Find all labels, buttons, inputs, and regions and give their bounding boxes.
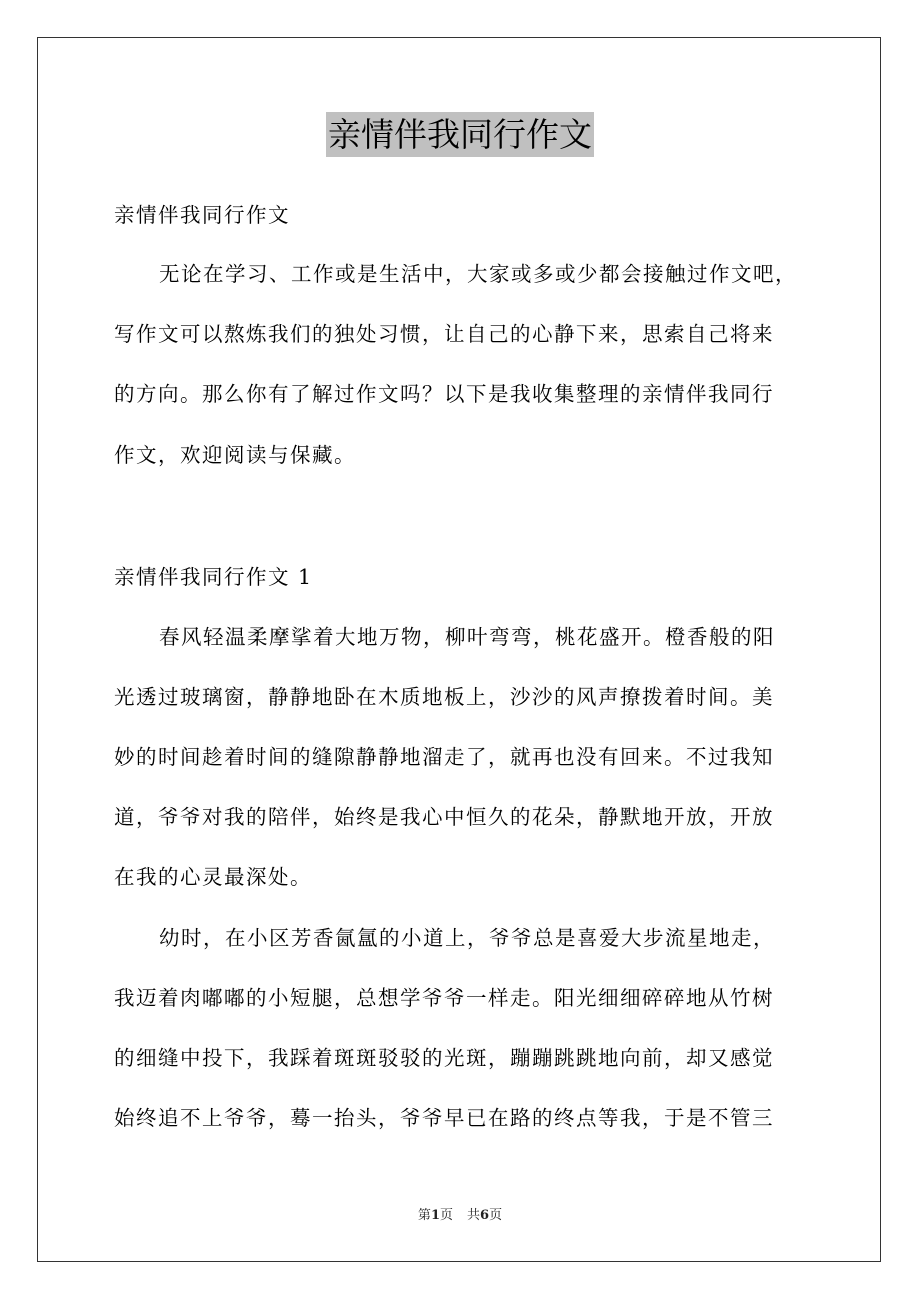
paragraph2-line: 幼时，在小区芳香氤氲的小道上，爷爷总是喜爱大步流星地走， [159,926,775,950]
intro-line: 的方向。那么你有了解过作文吗？以下是我收集整理的亲情伴我同行 [114,382,774,406]
section-heading: 亲情伴我同行作文 1 [114,565,313,589]
paragraph2-line: 始终追不上爷爷，蓦一抬头，爷爷早已在路的终点等我，于是不管三 [114,1106,774,1130]
intro-line: 写作文可以熬炼我们的独处习惯，让自己的心静下来，思索自己将来 [114,322,774,346]
page-suffix: 页 [439,1208,453,1223]
paragraph1-line: 道，爷爷对我的陪伴，始终是我心中恒久的花朵，静默地开放，开放 [114,805,774,829]
document-title: 亲情伴我同行作文 [326,112,594,157]
page-prefix: 第 [417,1208,431,1223]
intro-line: 作文，欢迎阅读与保藏。 [114,443,356,467]
paragraph1-line: 妙的时间趁着时间的缝隙静静地溜走了，就再也没有回来。不过我知 [114,745,774,769]
paragraph1-line: 在我的心灵最深处。 [114,865,312,889]
paragraph2-line: 我迈着肉嘟嘟的小短腿，总想学爷爷一样走。阳光细细碎碎地从竹树 [114,986,774,1010]
paragraph1-line: 春风轻温柔摩挲着大地万物，柳叶弯弯，桃花盛开。橙香般的阳 [159,625,775,649]
total-prefix: 共 [467,1208,481,1223]
paragraph2-line: 的细缝中投下，我踩着斑斑驳驳的光斑，蹦蹦跳跳地向前，却又感觉 [114,1046,774,1070]
page-footer [0,1206,920,1226]
paragraph1-line: 光透过玻璃窗，静静地卧在木质地板上，沙沙的风声撩拨着时间。美 [114,685,774,709]
total-suffix: 页 [489,1208,503,1223]
title-container [0,112,920,157]
subtitle: 亲情伴我同行作文 [114,203,290,227]
total-pages-number: 6 [480,1208,490,1223]
intro-line: 无论在学习、工作或是生活中，大家或多或少都会接触过作文吧， [159,262,797,286]
current-page-number: 1 [430,1208,440,1223]
